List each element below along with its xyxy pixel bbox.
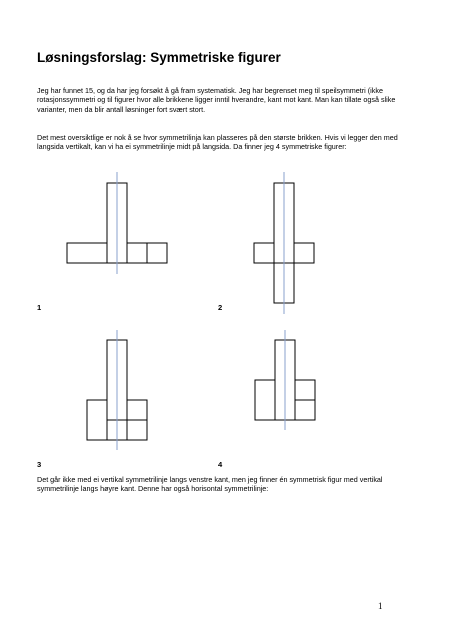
continuation-paragraph: Det går ikke med ei vertikal symmetrilinje langs venstre kant, men jeg finner én symmetrisk figur med vertikal symmetrilinje langs høyre kant. Denne har også horisontal symmetrilinje: — [37, 475, 383, 494]
page-number: 1 — [378, 601, 383, 611]
page-title: Løsningsforslag: Symmetriske figurer — [37, 50, 281, 65]
figure-1-label: 1 — [37, 303, 42, 312]
figure-3-label: 3 — [37, 460, 42, 469]
method-paragraph: Det mest oversiktlige er nok å se hvor symmetrilinja kan plasseres på den største brikken. Hvis vi legger den med langsida vertikalt, kan vi ha ei symmetrilinje midt på langsida. Da finner jeg 4 symmetriske figurer: — [37, 133, 398, 152]
figure-2-label: 2 — [218, 303, 223, 312]
figure-4-left-piece — [255, 380, 275, 420]
intro-paragraph: Jeg har funnet 15, og da har jeg forsøkt å gå fram systematisk. Jeg har begrenset meg til speilsymmetri (ikke rotasjonssymmetri og til figurer hvor alle brikkene ligger inntil hverandre, kant mot kant. Man kan tillate også slike varianter, men da blir antall løsninger fort svært stort. — [37, 86, 396, 114]
figure-3-right-piece-top — [127, 400, 147, 420]
figure-2-right-piece — [294, 243, 314, 263]
figure-1-right-piece — [147, 243, 167, 263]
figure-3-left-piece — [87, 400, 107, 440]
figure-2-left-piece — [254, 243, 274, 263]
figure-3-right-piece-bottom — [127, 420, 147, 440]
figure-4-right-piece-bottom — [295, 400, 315, 420]
figure-4-label: 4 — [218, 460, 223, 469]
figure-1-left-piece — [67, 243, 107, 263]
figure-1-middle-piece — [127, 243, 147, 263]
figure-4-right-piece-top — [295, 380, 315, 400]
